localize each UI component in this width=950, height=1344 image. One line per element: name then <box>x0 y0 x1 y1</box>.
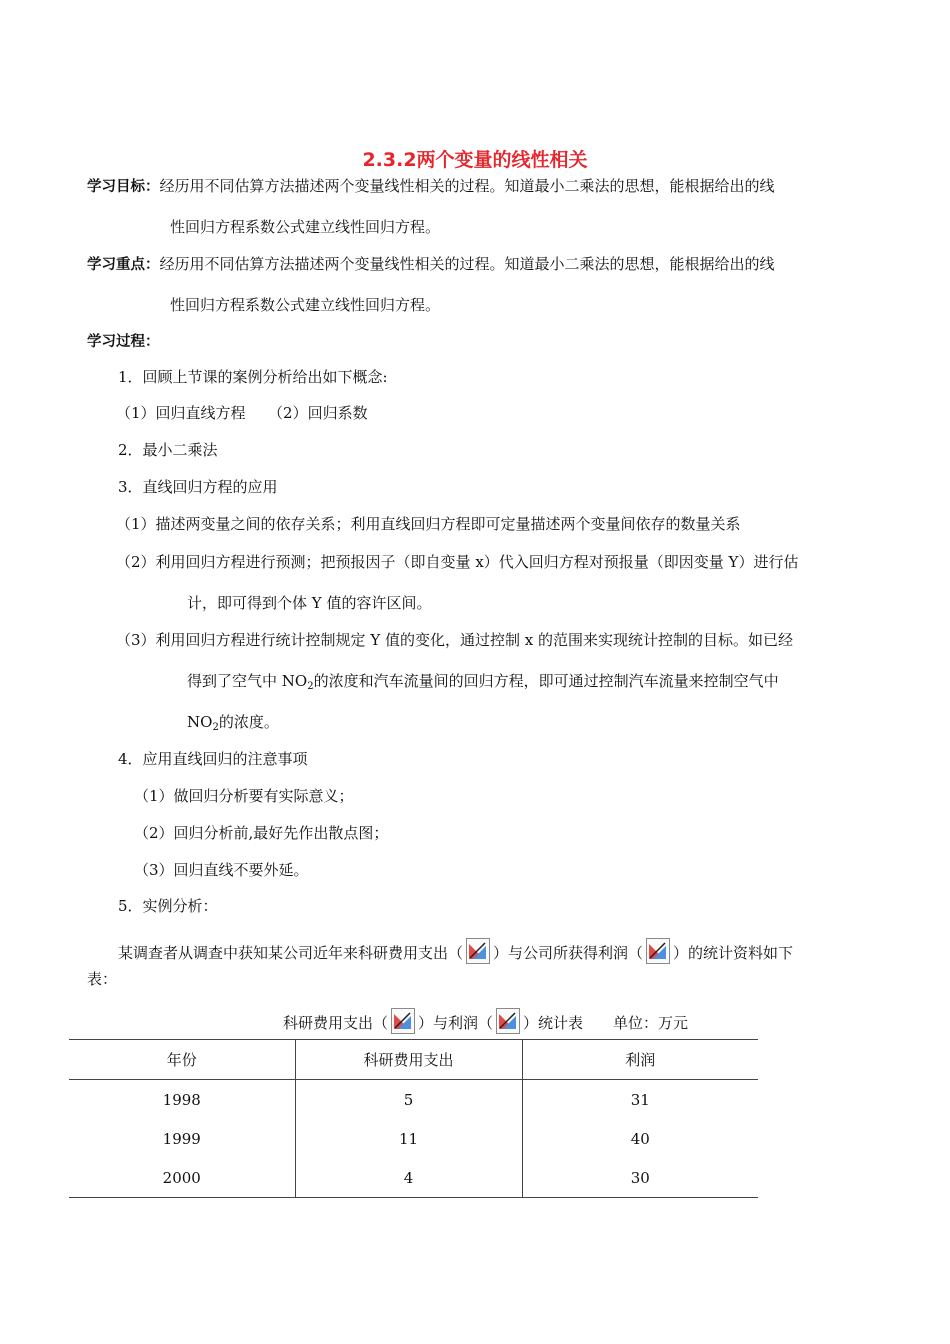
header-profit: 利润 <box>522 1040 758 1080</box>
no2-text: NO <box>187 713 213 731</box>
stats-table <box>69 1039 758 1198</box>
item-4-3: （3）回归直线不要外延。 <box>134 861 309 879</box>
example-line1 <box>118 938 793 964</box>
cell-profit: 30 <box>522 1158 758 1198</box>
subscript-2: 2 <box>307 681 314 692</box>
cell-expense: 4 <box>295 1158 522 1198</box>
table-caption <box>283 1008 688 1034</box>
example-text-3: ）的统计资料如下 <box>673 944 794 962</box>
example-text-1: 某调查者从调查中获知某公司近年来科研费用支出（ <box>118 944 464 962</box>
process-label: 学习过程： <box>87 334 160 350</box>
caption-text-2: ）与利润（ <box>418 1014 494 1032</box>
table-row <box>69 1119 758 1158</box>
cell-year: 1998 <box>69 1080 295 1120</box>
table-header-row <box>69 1040 758 1080</box>
objectives-text: 经历用不同估算方法描述两个变量线性相关的过程。知道最小二乘法的思想，能根据给出的线 <box>159 177 775 195</box>
item-5: 5．实例分析： <box>118 897 218 915</box>
item-4: 4．应用直线回归的注意事项 <box>118 750 308 768</box>
formula-y-icon <box>496 1008 520 1034</box>
item-3-3a: （3）利用回归方程进行统计控制规定 Y 值的变化，通过控制 x 的范围来实现统计控制的目标。如已经 <box>116 631 793 649</box>
example-text-2: ）与公司所获得利润（ <box>493 944 644 962</box>
table-row <box>69 1158 758 1198</box>
objectives-line1 <box>87 175 775 196</box>
keypoints-line1 <box>87 253 775 274</box>
cell-expense: 5 <box>295 1080 522 1120</box>
item-3-3b <box>187 670 779 692</box>
caption-text-3: ）统计表 单位：万元 <box>523 1014 689 1032</box>
item-3-3b-text: 的浓度和汽车流量间的回归方程，即可通过控制汽车流量来控制空气中 <box>313 672 779 690</box>
objectives-label: 学习目标： <box>87 179 160 195</box>
cell-profit: 40 <box>630 1129 650 1148</box>
cell-profit: 31 <box>630 1090 650 1109</box>
page-title: 2.3.2两个变量的线性相关 <box>362 149 588 171</box>
item-3-1: （1）描述两变量之间的依存关系；利用直线回归方程即可定量描述两个变量间依存的数量关系 <box>116 515 741 533</box>
cell-expense: 11 <box>295 1119 522 1158</box>
header-year: 年份 <box>69 1040 295 1080</box>
formula-x-icon <box>466 938 490 964</box>
formula-y-icon <box>646 938 670 964</box>
table-row <box>69 1080 758 1120</box>
item-1: 1．回顾上节课的案例分析给出如下概念: <box>118 368 388 386</box>
item-3-3c-text: 的浓度。 <box>218 713 279 731</box>
item-3: 3．直线回归方程的应用 <box>118 478 278 496</box>
item-3-2a: （2）利用回归方程进行预测；把预报因子（即自变量 x）代入回归方程对预报量（即因变量 Y）进行估 <box>116 553 799 571</box>
subscript-2: 2 <box>212 722 219 733</box>
keypoints-text: 经历用不同估算方法描述两个变量线性相关的过程。知道最小二乘法的思想，能根据给出的线 <box>159 255 775 273</box>
item-3-3c <box>187 711 279 733</box>
keypoints-line2: 性回归方程系数公式建立线性回归方程。 <box>170 296 441 314</box>
keypoints-label: 学习重点： <box>87 257 160 273</box>
cell-year: 2000 <box>69 1158 295 1198</box>
cell-year: 1999 <box>69 1119 295 1158</box>
caption-text-1: 科研费用支出（ <box>283 1014 389 1032</box>
objectives-line2: 性回归方程系数公式建立线性回归方程。 <box>170 218 441 236</box>
item-4-2: （2）回归分析前,最好先作出散点图； <box>134 824 389 842</box>
item-3-2b: 计，即可得到个体 Y 值的容许区间。 <box>187 594 432 612</box>
example-line2: 表： <box>87 970 118 988</box>
no2-text: 得到了空气中 NO <box>187 672 308 690</box>
item-2: 2．最小二乘法 <box>118 441 218 459</box>
header-expense: 科研费用支出 <box>295 1040 522 1080</box>
item-1-sub: （1）回归直线方程 （2）回归系数 <box>116 404 368 422</box>
item-4-1: （1）做回归分析要有实际意义； <box>134 787 354 805</box>
formula-x-icon <box>391 1008 415 1034</box>
